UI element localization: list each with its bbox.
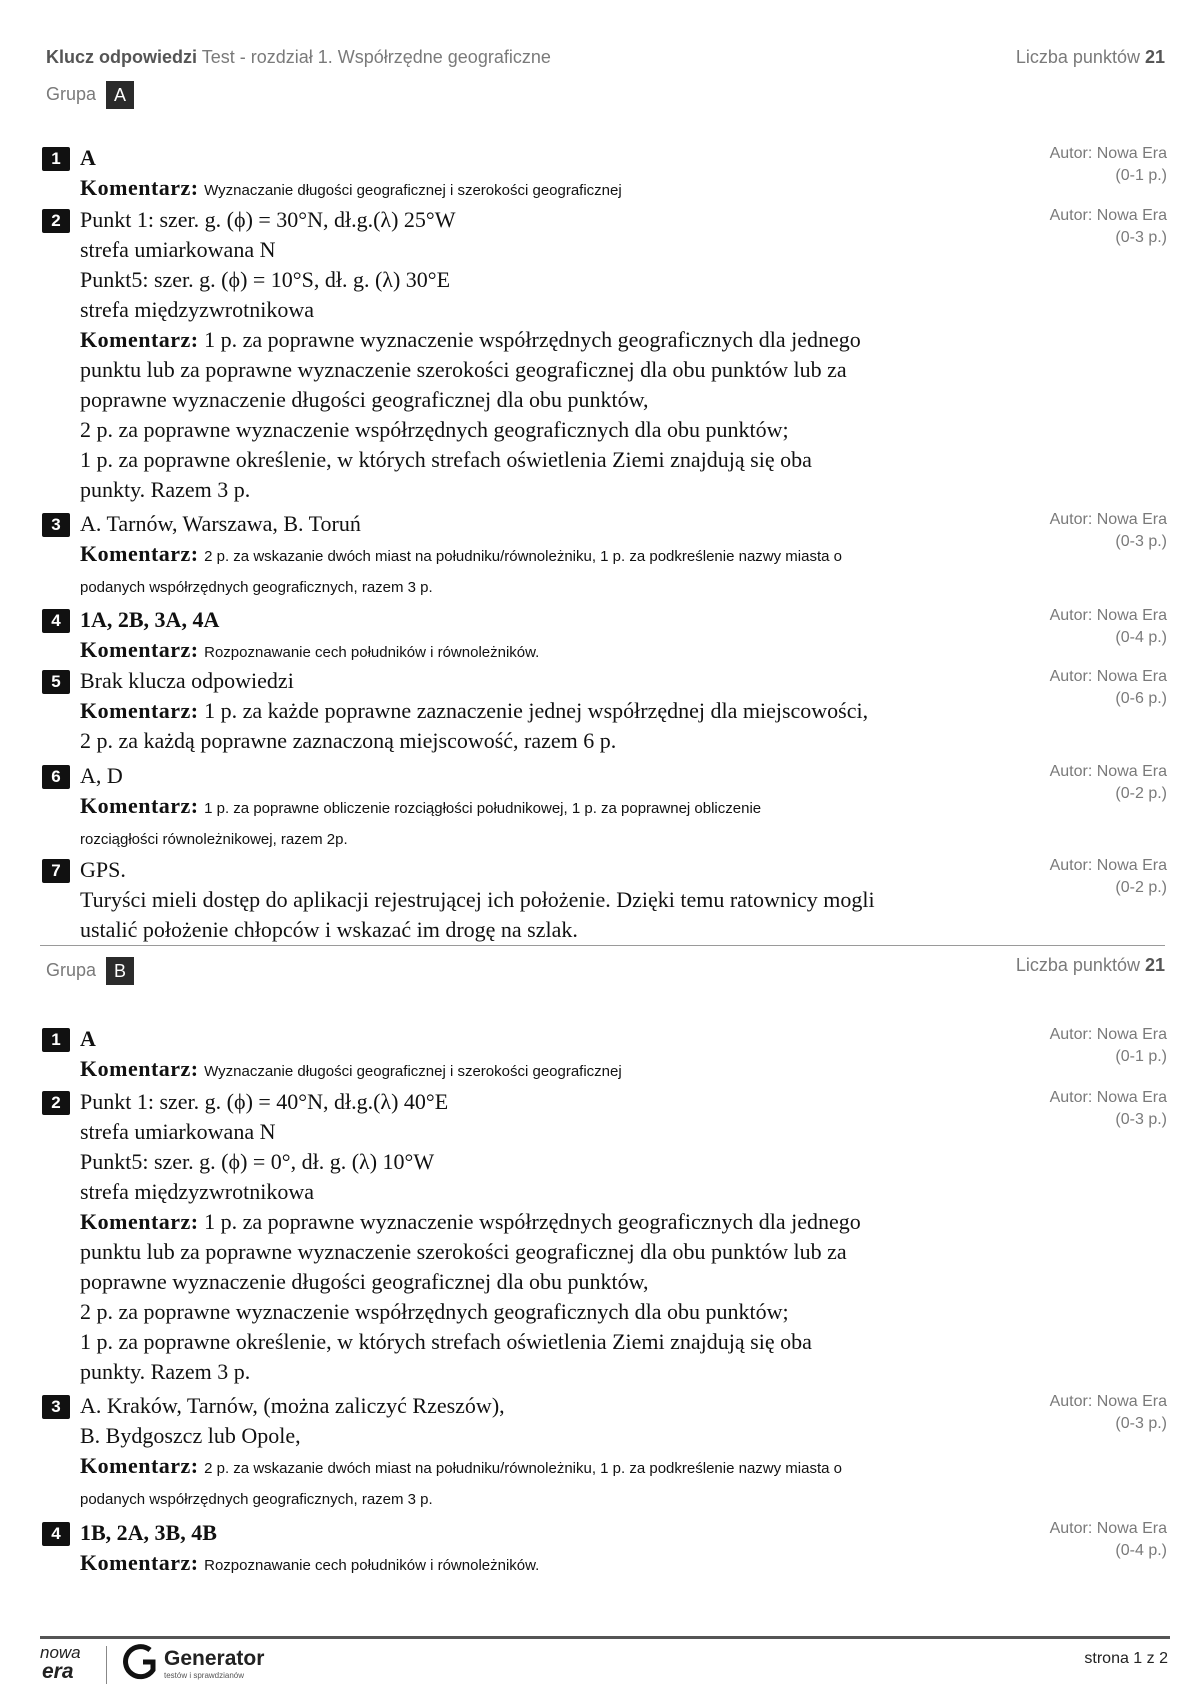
question-meta bbox=[1050, 1024, 1167, 1068]
comment bbox=[80, 325, 1035, 355]
logo-separator bbox=[106, 1646, 107, 1684]
question-number: 4 bbox=[42, 609, 70, 633]
group-a-header bbox=[46, 81, 134, 109]
answer-line: ustalić położenie chłopców i wskazać im drogę na szlak. bbox=[80, 917, 578, 942]
question-meta bbox=[1050, 605, 1167, 649]
nowa-era-logo bbox=[38, 1640, 98, 1684]
comment-line: punkty. Razem 3 p. bbox=[80, 477, 251, 502]
comment-line: punktu lub za poprawne wyznaczenie szerokości geograficznej dla obu punktów lub za bbox=[80, 357, 847, 382]
comment-line: podanych współrzędnych geograficznych, razem 3 p. bbox=[80, 579, 433, 596]
answer: A. Tarnów, Warszawa, B. Toruń bbox=[80, 511, 361, 536]
score-range: (0-2 p.) bbox=[1115, 785, 1167, 802]
answer-line: B. Bydgoszcz lub Opole, bbox=[80, 1423, 301, 1448]
comment bbox=[80, 1207, 1035, 1237]
score-range: (0-3 p.) bbox=[1115, 1415, 1167, 1432]
generator-logo bbox=[120, 1640, 270, 1686]
points-value: 21 bbox=[1144, 47, 1165, 67]
question-number: 1 bbox=[42, 1028, 70, 1052]
comment-text: 1 p. za poprawne obliczenie rozciągłości południkowej, 1 p. za poprawnej obliczenie bbox=[204, 800, 762, 817]
comment bbox=[80, 696, 1035, 726]
group-divider bbox=[40, 945, 1165, 946]
question-b4 bbox=[42, 1518, 1167, 1581]
author: Autor: Nowa Era bbox=[1049, 1026, 1167, 1043]
comment-text: 1 p. za poprawne wyznaczenie współrzędnych geograficznych dla jednego bbox=[204, 327, 861, 352]
question-meta bbox=[1050, 509, 1167, 553]
question-number: 7 bbox=[42, 859, 70, 883]
group-label: Grupa bbox=[46, 83, 97, 104]
generator-logo-sub bbox=[164, 1671, 244, 1680]
document-title bbox=[46, 47, 551, 68]
score-range: (0-6 p.) bbox=[1115, 690, 1167, 707]
score-range: (0-1 p.) bbox=[1115, 167, 1167, 184]
generator-logo-sub-span: testów i sprawdzianów bbox=[164, 1671, 245, 1680]
answer-line: Turyści mieli dostęp do aplikacji rejestrującej ich położenie. Dzięki temu ratownicy mogli bbox=[80, 887, 875, 912]
answer-line: Punkt5: szer. g. (ϕ) = 10°S, dł. g. (λ) 30°E bbox=[80, 267, 451, 292]
page-number: strona 1 z 2 bbox=[1084, 1650, 1168, 1667]
total-points bbox=[1016, 47, 1165, 68]
score-range: (0-4 p.) bbox=[1115, 629, 1167, 646]
question-number: 2 bbox=[42, 209, 70, 233]
score-range: (0-2 p.) bbox=[1115, 879, 1167, 896]
score-range: (0-3 p.) bbox=[1115, 533, 1167, 550]
comment-label: Komentarz: bbox=[80, 1209, 199, 1234]
nowa-era-logo-bottom-span: era bbox=[42, 1660, 74, 1683]
comment-text: 2 p. za wskazanie dwóch miast na południku/równoleżniku, 1 p. za podkreślenie nazwy miasta o bbox=[204, 548, 842, 565]
comment-label: Komentarz: bbox=[80, 541, 199, 566]
question-meta bbox=[1050, 1518, 1167, 1562]
comment-text: 2 p. za wskazanie dwóch miast na południku/równoleżniku, 1 p. za podkreślenie nazwy miasta o bbox=[204, 1460, 842, 1477]
answer-line: strefa międzyzwrotnikowa bbox=[80, 297, 314, 322]
points-value: 21 bbox=[1144, 955, 1165, 975]
question-meta bbox=[1050, 1087, 1167, 1131]
question-a5 bbox=[42, 666, 1167, 756]
comment bbox=[80, 539, 1035, 572]
comment-line: 2 p. za poprawne wyznaczenie współrzędnych geograficznych dla obu punktów; bbox=[80, 417, 789, 442]
comment-line: 1 p. za poprawne określenie, w których strefach oświetlenia Ziemi znajdują się oba bbox=[80, 1329, 812, 1354]
comment bbox=[80, 1548, 1035, 1581]
author: Autor: Nowa Era bbox=[1049, 1520, 1167, 1537]
comment-label: Komentarz: bbox=[80, 1056, 199, 1081]
comment-line: 1 p. za poprawne określenie, w których strefach oświetlenia Ziemi znajdują się oba bbox=[80, 447, 812, 472]
question-a6 bbox=[42, 761, 1167, 856]
comment-label: Komentarz: bbox=[80, 1550, 199, 1575]
author: Autor: Nowa Era bbox=[1049, 145, 1167, 162]
total-points bbox=[1016, 955, 1165, 976]
question-meta bbox=[1050, 143, 1167, 187]
comment-label: Komentarz: bbox=[80, 1453, 199, 1478]
answer: A, D bbox=[80, 763, 123, 788]
generator-logo-title-span: Generator bbox=[164, 1647, 265, 1670]
comment-text: 1 p. za każde poprawne zaznaczenie jednej współrzędnej dla miejscowości, bbox=[204, 698, 869, 723]
title-rest: Test - rozdział 1. Współrzędne geograficzne bbox=[201, 47, 551, 67]
comment-label: Komentarz: bbox=[80, 793, 199, 818]
nowa-era-logo-bottom bbox=[42, 1660, 74, 1683]
comment bbox=[80, 173, 1035, 206]
author: Autor: Nowa Era bbox=[1049, 607, 1167, 624]
question-meta bbox=[1050, 855, 1167, 899]
comment-text: 1 p. za poprawne wyznaczenie współrzędnych geograficznych dla jednego bbox=[204, 1209, 861, 1234]
question-a2 bbox=[42, 205, 1167, 505]
group-b-header bbox=[46, 957, 134, 985]
answer-line: strefa umiarkowana N bbox=[80, 237, 276, 262]
group-letter-badge: B bbox=[106, 957, 134, 985]
answer-line: Punkt 1: szer. g. (ϕ) = 40°N, dł.g.(λ) 40°E bbox=[80, 1089, 449, 1114]
comment-line: 2 p. za każdą poprawne zaznaczoną miejscowość, razem 6 p. bbox=[80, 728, 617, 753]
comment-line: poprawne wyznaczenie długości geograficznej dla obu punktów, bbox=[80, 387, 649, 412]
points-label: Liczba punktów bbox=[1015, 47, 1140, 67]
comment-label: Komentarz: bbox=[80, 637, 199, 662]
question-a4 bbox=[42, 605, 1167, 668]
answer-line: Punkt5: szer. g. (ϕ) = 0°, dł. g. (λ) 10°W bbox=[80, 1149, 435, 1174]
question-number: 6 bbox=[42, 765, 70, 789]
question-number: 5 bbox=[42, 670, 70, 694]
footer-divider bbox=[40, 1636, 1170, 1639]
question-a1 bbox=[42, 143, 1167, 206]
author: Autor: Nowa Era bbox=[1049, 857, 1167, 874]
comment-line: punktu lub za poprawne wyznaczenie szerokości geograficznej dla obu punktów lub za bbox=[80, 1239, 847, 1264]
comment bbox=[80, 791, 1035, 824]
question-meta bbox=[1050, 205, 1167, 249]
comment-text: Wyznaczanie długości geograficznej i szerokości geograficznej bbox=[204, 1063, 622, 1080]
generator-g-icon bbox=[126, 1647, 153, 1677]
question-b2 bbox=[42, 1087, 1167, 1387]
author: Autor: Nowa Era bbox=[1049, 207, 1167, 224]
comment-label: Komentarz: bbox=[80, 698, 199, 723]
author: Autor: Nowa Era bbox=[1049, 1393, 1167, 1410]
question-b1 bbox=[42, 1024, 1167, 1087]
answer: Brak klucza odpowiedzi bbox=[80, 668, 294, 693]
comment bbox=[80, 635, 1035, 668]
question-number: 4 bbox=[42, 1522, 70, 1546]
comment-line: 2 p. za poprawne wyznaczenie współrzędnych geograficznych dla obu punktów; bbox=[80, 1299, 789, 1324]
answer-line: Punkt 1: szer. g. (ϕ) = 30°N, dł.g.(λ) 25°W bbox=[80, 207, 456, 232]
comment-label: Komentarz: bbox=[80, 175, 199, 200]
answer-line: strefa umiarkowana N bbox=[80, 1119, 276, 1144]
answer: A bbox=[80, 1026, 96, 1051]
generator-logo-title bbox=[164, 1647, 264, 1670]
comment-text: Rozpoznawanie cech południków i równoleżników. bbox=[204, 644, 540, 661]
title-bold: Klucz odpowiedzi bbox=[46, 47, 197, 67]
answer-line: strefa międzyzwrotnikowa bbox=[80, 1179, 314, 1204]
comment-text: Rozpoznawanie cech południków i równoleżników. bbox=[204, 1557, 540, 1574]
comment-line: rozciągłości równoleżnikowej, razem 2p. bbox=[80, 831, 348, 848]
comment-line: poprawne wyznaczenie długości geograficznej dla obu punktów, bbox=[80, 1269, 649, 1294]
author: Autor: Nowa Era bbox=[1049, 763, 1167, 780]
answer: A bbox=[80, 145, 96, 170]
answer: GPS. bbox=[80, 857, 126, 882]
question-meta bbox=[1050, 761, 1167, 805]
comment bbox=[80, 1054, 1035, 1087]
points-label: Liczba punktów bbox=[1015, 955, 1140, 975]
comment-line: punkty. Razem 3 p. bbox=[80, 1359, 251, 1384]
question-a3 bbox=[42, 509, 1167, 604]
score-range: (0-4 p.) bbox=[1115, 1542, 1167, 1559]
question-b3 bbox=[42, 1391, 1167, 1516]
question-number: 3 bbox=[42, 1395, 70, 1419]
score-range: (0-3 p.) bbox=[1115, 1111, 1167, 1128]
group-letter-badge: A bbox=[106, 81, 134, 109]
question-meta bbox=[1050, 666, 1167, 710]
nowa-era-logo-top-span: nowa bbox=[40, 1643, 81, 1662]
question-meta bbox=[1050, 1391, 1167, 1435]
question-number: 1 bbox=[42, 147, 70, 171]
answer: 1A, 2B, 3A, 4A bbox=[80, 607, 220, 632]
answer-line: A. Kraków, Tarnów, (można zaliczyć Rzeszów), bbox=[80, 1393, 505, 1418]
comment-text: Wyznaczanie długości geograficznej i szerokości geograficznej bbox=[204, 182, 622, 199]
author: Autor: Nowa Era bbox=[1049, 511, 1167, 528]
group-label: Grupa bbox=[46, 959, 97, 980]
question-number: 3 bbox=[42, 513, 70, 537]
author: Autor: Nowa Era bbox=[1049, 668, 1167, 685]
score-range: (0-1 p.) bbox=[1115, 1048, 1167, 1065]
comment-line: podanych współrzędnych geograficznych, razem 3 p. bbox=[80, 1491, 433, 1508]
score-range: (0-3 p.) bbox=[1115, 229, 1167, 246]
author: Autor: Nowa Era bbox=[1049, 1089, 1167, 1106]
comment bbox=[80, 1451, 1035, 1484]
question-number: 2 bbox=[42, 1091, 70, 1115]
question-a7 bbox=[42, 855, 1167, 945]
answer: 1B, 2A, 3B, 4B bbox=[80, 1520, 217, 1545]
comment-label: Komentarz: bbox=[80, 327, 199, 352]
